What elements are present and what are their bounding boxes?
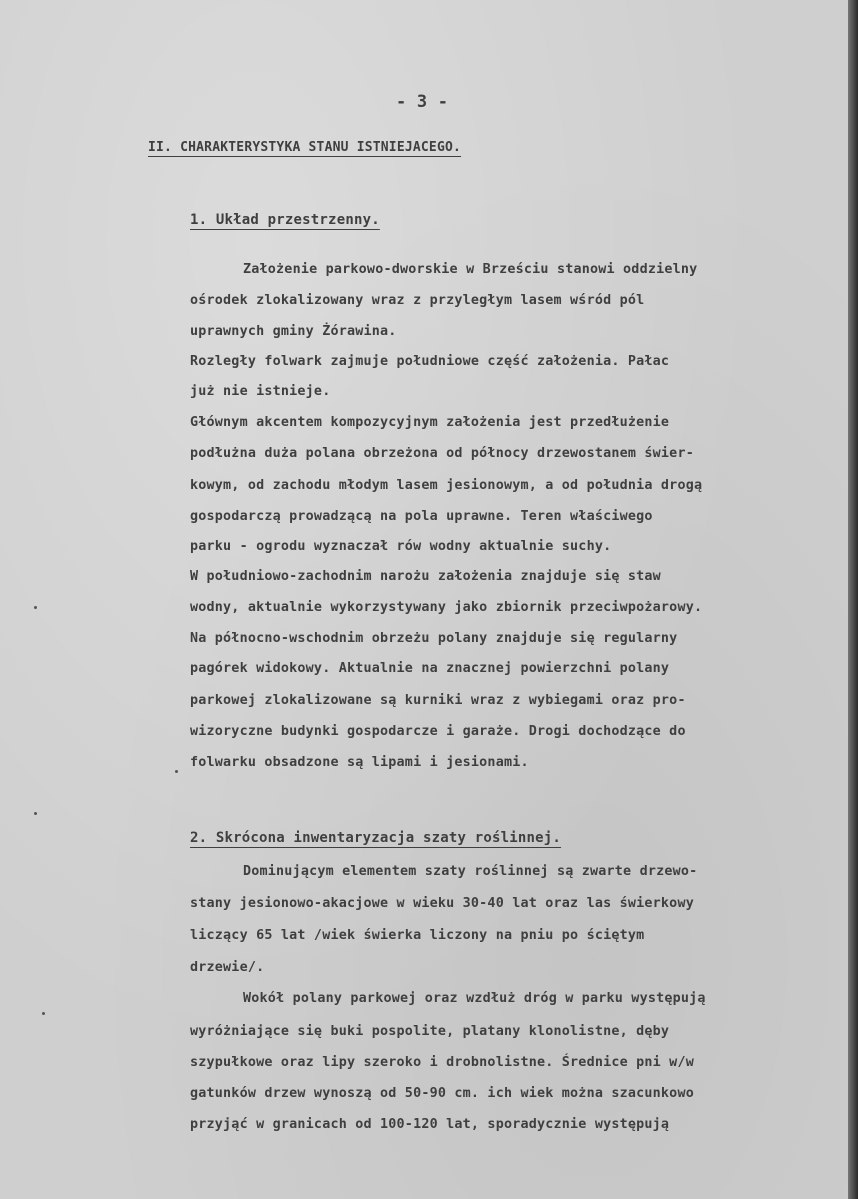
scan-edge <box>848 0 858 1199</box>
chapter-heading: II. CHARAKTERYSTYKA STANU ISTNIEJACEGO. <box>148 140 462 155</box>
section-1-line: uprawnych gminy Żórawina. <box>190 324 397 339</box>
section-1-line: Założenie parkowo-dworskie w Brześciu stanowi oddzielny <box>243 262 698 277</box>
section-1-line: Rozległy folwark zajmuje południowe część założenia. Pałac <box>190 354 670 369</box>
paper-speck <box>34 812 37 815</box>
section-1-line: podłużna duża polana obrzeżona od północy drzewostanem świer- <box>190 446 694 461</box>
section-1-line: kowym, od zachodu młodym lasem jesionowym, a od południa drogą <box>190 478 703 493</box>
section-1-line: gospodarczą prowadzącą na pola uprawne. Teren właściwego <box>190 509 653 524</box>
paper-speck <box>175 770 178 773</box>
section-2-line: liczący 65 lat /wiek świerka liczony na pniu po ściętym <box>190 928 645 943</box>
section-1-line: Na północno-wschodnim obrzeżu polany znajduje się regularny <box>190 631 678 646</box>
section-1-heading: 1. Układ przestrzenny. <box>190 212 380 228</box>
section-1-line: wodny, aktualnie wykorzystywany jako zbiornik przeciwpożarowy. <box>190 600 703 615</box>
section-1-line: parkowej zlokalizowane są kurniki wraz z wybiegami oraz pro- <box>190 693 686 708</box>
section-2-line: Wokół polany parkowej oraz wzdłuż dróg w parku występują <box>243 991 706 1006</box>
section-1-line: W południowo-zachodnim narożu założenia znajduje się staw <box>190 569 661 584</box>
section-2-line: wyróżniające się buki pospolite, platany klonolistne, dęby <box>190 1024 670 1039</box>
section-2-line: szypułkowe oraz lipy szeroko i drobnolistne. Średnice pni w/w <box>190 1055 694 1070</box>
section-1-line: parku - ogrodu wyznaczał rów wodny aktualnie suchy. <box>190 539 612 554</box>
section-2-line: gatunków drzew wynoszą od 50-90 cm. ich wiek można szacunkowo <box>190 1086 694 1101</box>
section-2-heading: 2. Skrócona inwentaryzacja szaty roślinnej. <box>190 830 562 846</box>
page-number: - 3 - <box>396 92 449 112</box>
paper-speck <box>42 1012 45 1015</box>
section-2-line: Dominującym elementem szaty roślinnej są zwarte drzewo- <box>243 864 698 879</box>
section-2-line: przyjąć w granicach od 100-120 lat, sporadycznie występują <box>190 1117 670 1132</box>
section-1-line: ośrodek zlokalizowany wraz z przyległym lasem wśród pól <box>190 293 645 308</box>
section-1-line: Głównym akcentem kompozycyjnym założenia jest przedłużenie <box>190 415 670 430</box>
section-1-line: pagórek widokowy. Aktualnie na znacznej powierzchni polany <box>190 661 670 676</box>
section-1-line: już nie istnieje. <box>190 384 331 399</box>
paper-speck <box>34 606 37 609</box>
section-1-line: folwarku obsadzone są lipami i jesionami. <box>190 755 529 770</box>
section-2-line: stany jesionowo-akacjowe w wieku 30-40 lat oraz las świerkowy <box>190 896 694 911</box>
section-1-line: wizoryczne budynki gospodarcze i garaże. Drogi dochodzące do <box>190 724 686 739</box>
section-2-line: drzewie/. <box>190 960 265 975</box>
